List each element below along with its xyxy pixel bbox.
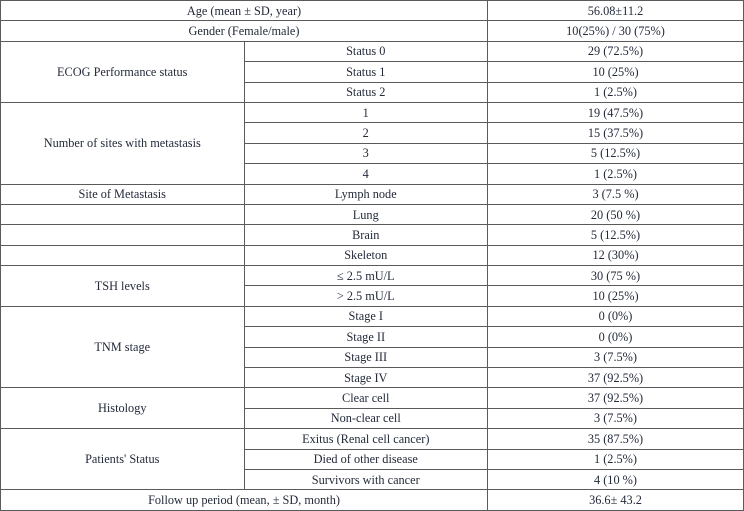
- row-value-cell: 0 (0%): [488, 327, 744, 347]
- row-value-cell: 10(25%) / 30 (75%): [488, 21, 744, 41]
- row-value-cell: 10 (25%): [488, 286, 744, 306]
- row-value-cell: 19 (47.5%): [488, 102, 744, 122]
- row-category-cell: 4: [244, 164, 488, 184]
- row-category-cell: Brain: [244, 225, 488, 245]
- row-category-cell: Stage II: [244, 327, 488, 347]
- row-category-cell: Stage I: [244, 306, 488, 326]
- row-label-cell: ECOG Performance status: [1, 41, 245, 102]
- row-category-cell: Clear cell: [244, 388, 488, 408]
- table-row: [1, 1, 744, 21]
- row-label-cell: TSH levels: [1, 266, 245, 307]
- row-value-cell: 3 (7.5%): [488, 408, 744, 428]
- row-category-cell: 2: [244, 123, 488, 143]
- row-value-cell: 29 (72.5%): [488, 41, 744, 61]
- row-value-cell: 4 (10 %): [488, 469, 744, 489]
- row-value-cell: 1 (2.5%): [488, 164, 744, 184]
- row-category-cell: Lymph node: [244, 184, 488, 204]
- row-value-cell: 10 (25%): [488, 62, 744, 82]
- table-row: [1, 41, 744, 61]
- row-label-cell: [1, 204, 245, 224]
- table-row: [1, 490, 744, 511]
- table-row: [1, 225, 744, 245]
- row-value-cell: 15 (37.5%): [488, 123, 744, 143]
- row-label-cell: Patients' Status: [1, 429, 245, 490]
- row-category-cell: Non-clear cell: [244, 408, 488, 428]
- row-label-cell: Site of Metastasis: [1, 184, 245, 204]
- row-category-cell: Status 0: [244, 41, 488, 61]
- row-value-cell: 30 (75 %): [488, 266, 744, 286]
- row-category-cell: ≤ 2.5 mU/L: [244, 266, 488, 286]
- table-row: [1, 102, 744, 122]
- row-category-cell: Died of other disease: [244, 449, 488, 469]
- row-label-cell: Follow up period (mean, ± SD, month): [1, 490, 488, 511]
- row-category-cell: Skeleton: [244, 245, 488, 265]
- row-value-cell: 5 (12.5%): [488, 225, 744, 245]
- table-row: [1, 429, 744, 449]
- row-label-cell: Gender (Female/male): [1, 21, 488, 41]
- row-value-cell: 1 (2.5%): [488, 449, 744, 469]
- row-value-cell: 1 (2.5%): [488, 82, 744, 102]
- row-label-cell: Histology: [1, 388, 245, 429]
- row-category-cell: > 2.5 mU/L: [244, 286, 488, 306]
- row-value-cell: 5 (12.5%): [488, 143, 744, 163]
- row-label-cell: TNM stage: [1, 306, 245, 388]
- row-label-cell: [1, 225, 245, 245]
- row-value-cell: 37 (92.5%): [488, 368, 744, 388]
- table-row: [1, 306, 744, 326]
- row-value-cell: 0 (0%): [488, 306, 744, 326]
- table-row: [1, 266, 744, 286]
- row-category-cell: Lung: [244, 204, 488, 224]
- row-category-cell: 1: [244, 102, 488, 122]
- row-label-cell: Number of sites with metastasis: [1, 102, 245, 184]
- row-category-cell: Status 1: [244, 62, 488, 82]
- row-category-cell: Survivors with cancer: [244, 469, 488, 489]
- row-category-cell: Stage IV: [244, 368, 488, 388]
- table-body: [1, 1, 744, 511]
- row-value-cell: 36.6± 43.2: [488, 490, 744, 511]
- row-category-cell: 3: [244, 143, 488, 163]
- row-value-cell: 3 (7.5 %): [488, 184, 744, 204]
- row-category-cell: Exitus (Renal cell cancer): [244, 429, 488, 449]
- table-row: [1, 388, 744, 408]
- row-category-cell: Status 2: [244, 82, 488, 102]
- row-value-cell: 20 (50 %): [488, 204, 744, 224]
- row-value-cell: 56.08±11.2: [488, 1, 744, 21]
- row-value-cell: 35 (87.5%): [488, 429, 744, 449]
- row-value-cell: 37 (92.5%): [488, 388, 744, 408]
- table-row: [1, 21, 744, 41]
- table-row: [1, 245, 744, 265]
- row-value-cell: 3 (7.5%): [488, 347, 744, 367]
- table-row: [1, 184, 744, 204]
- row-category-cell: Stage III: [244, 347, 488, 367]
- row-value-cell: 12 (30%): [488, 245, 744, 265]
- table-row: [1, 204, 744, 224]
- row-label-cell: [1, 245, 245, 265]
- row-label-cell: Age (mean ± SD, year): [1, 1, 488, 21]
